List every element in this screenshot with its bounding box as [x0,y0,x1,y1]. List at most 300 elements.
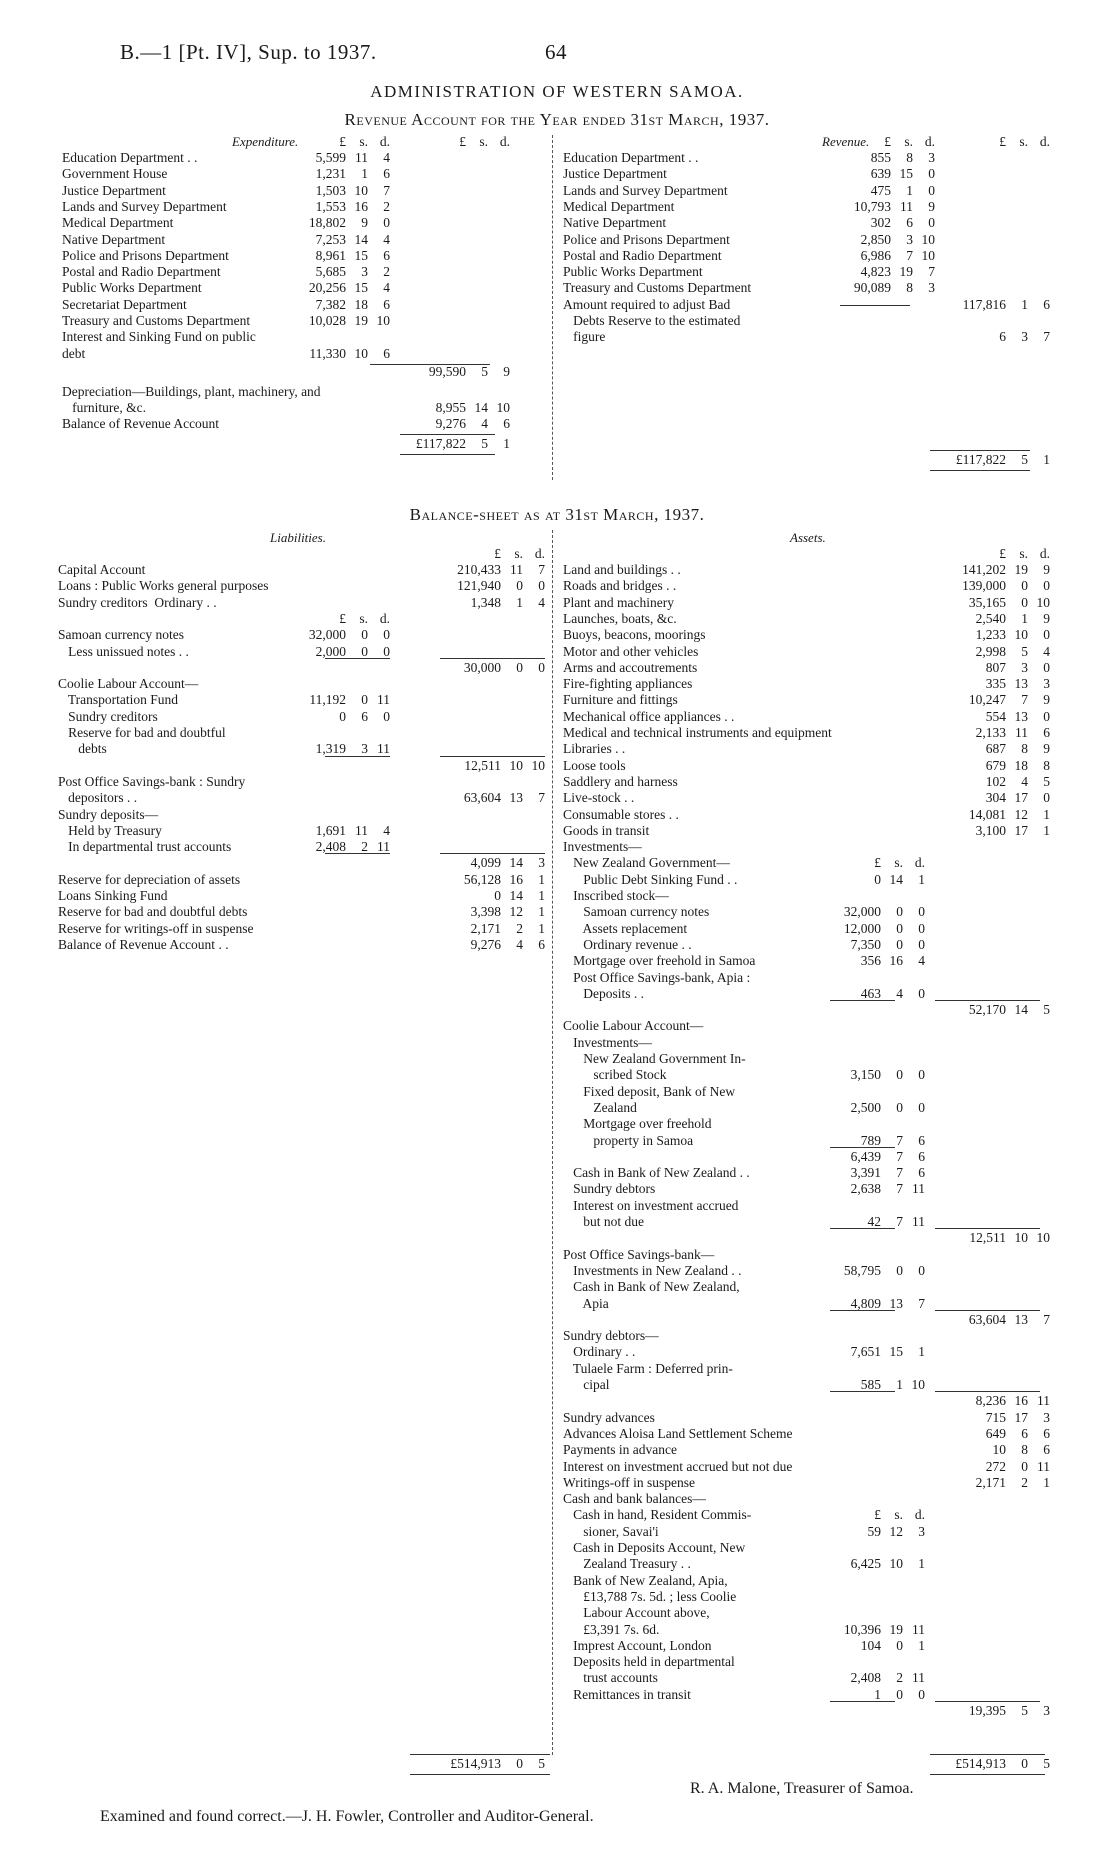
asset-value-pence: 8 [1043,757,1050,773]
liability-value-pence: 10 [531,757,545,773]
liability-item: Balance of Revenue Account . . [58,936,229,952]
liability-inner-value-pounds: 1,319 [315,741,346,757]
asset-inner-value-shillings: 0 [896,904,903,920]
exp-col-head-b-pounds: £ [459,134,466,149]
asset-item: Goods in transit [563,822,650,838]
asset-value-pounds: 679 [985,757,1006,773]
liability-item: Loans : Public Works general purposes [58,578,269,594]
asset-item: Investments in New Zealand . . [563,1262,742,1278]
total-rule [935,1000,1040,1001]
liability-inner-value-shillings: s. [359,610,368,626]
liab-col-head-shillings: s. [514,546,523,561]
asset-inner-value-pence: 0 [918,985,925,1001]
asset-item: sioner, Savai'i [563,1523,659,1539]
liability-value-shillings: 10 [509,757,523,773]
liability-inner-value-pounds: 2,408 [315,839,346,855]
asset-inner-value-pence: 0 [918,920,925,936]
liability-item: Less unissued notes . . [58,643,189,659]
liability-item: Coolie Labour Account— [58,676,199,692]
total-rule [830,1310,895,1311]
liability-value-pence: 6 [538,936,545,952]
asset-item: Investments— [563,839,642,855]
asset-value-pounds: 141,202 [962,562,1006,577]
asset-value-pounds: 2,540 [975,610,1006,626]
expenditure-value-pounds: 10,028 [308,313,346,328]
exp-col-head-b-pence: d. [499,134,510,149]
revenue-total-pence: 1 [1043,452,1050,467]
asset-item: Sundry debtors [563,1181,656,1197]
asset-value-pounds: 3,100 [975,822,1006,838]
liability-value-pounds: 121,940 [457,578,501,594]
asset-item: Ordinary . . [563,1344,636,1360]
asset-value-pence: 6 [1043,1442,1050,1458]
asset-value-shillings: 13 [1014,1311,1028,1327]
asset-inner-value-shillings: 4 [896,985,903,1001]
asset-inner-value-pence: 11 [912,1214,925,1229]
asset-value-pence: 6 [1043,1425,1050,1441]
liability-value-pence: 1 [538,871,545,887]
asset-item: Cash and bank balances— [563,1491,706,1507]
expenditure-value-pounds: 8,961 [315,247,346,263]
total-rule [930,450,1030,451]
asset-item: Zealand [563,1099,637,1115]
asset-value-pence: 3 [1043,1703,1050,1718]
expenditure-item: Treasury and Customs Department [62,313,251,328]
asset-inner-value-pounds: 789 [860,1132,881,1148]
expenditure-value-pounds: 1,231 [315,166,346,182]
asset-item: Live-stock . . [563,790,635,806]
asset-inner-value-pounds: 58,795 [843,1262,881,1278]
expenditure-value-pounds: 18,802 [308,215,346,231]
asset-inner-value-pence: 1 [918,1344,925,1360]
asset-value-pence: 9 [1043,562,1050,577]
asset-inner-value-shillings: 0 [896,1637,903,1653]
asset-value-shillings: 14 [1014,1002,1028,1018]
asset-inner-value-pounds: 59 [867,1523,881,1539]
asset-value-pence: 9 [1043,692,1050,708]
depreciation-value-pence: 10 [496,399,510,415]
asset-item: Advances Aloisa Land Settlement Scheme [563,1425,793,1441]
revenue-total-pounds: £117,822 [955,452,1006,467]
total-rule [935,1701,1040,1702]
expenditure-value-shillings: 10 [354,345,368,361]
asset-value-shillings: 8 [1021,1442,1028,1458]
asset-value-pounds: 272 [985,1458,1006,1474]
liabilities-total-shillings: 0 [516,1756,523,1771]
liability-value-shillings: 2 [516,920,523,936]
expenditure-heading: Expenditure. [232,134,299,149]
asset-item: Samoan currency notes [563,904,710,920]
balance-sheet-title: Balance-sheet as at 31st March, 1937. [409,505,705,524]
liability-value-pence: 0 [538,578,545,594]
liability-value-shillings: 14 [509,855,523,871]
expenditure-item: Justice Department [62,182,166,198]
asset-item: Land and buildings . . [563,562,681,577]
asset-item: Public Debt Sinking Fund . . [563,871,738,887]
asset-value-shillings: 0 [1021,578,1028,594]
expenditure-total-pence: 1 [503,435,510,451]
asset-item: Roads and bridges . . [563,578,677,594]
asset-inner-value-pence: 0 [918,1262,925,1278]
revenue-value-pounds: 4,823 [860,264,891,280]
asset-inner-value-shillings: 7 [896,1214,903,1229]
expenditure-value-pounds: 20,256 [308,280,346,296]
assets-heading: Assets. [790,530,826,545]
expenditure-item: Education Department . . [62,150,198,165]
asset-value-pounds: 12,511 [969,1230,1006,1246]
asset-value-pounds: 335 [985,676,1006,692]
total-rule [840,305,910,306]
asset-inner-value-shillings: 0 [896,1067,903,1083]
revenue-item: Public Works Department [563,264,703,280]
revenue-value-pence: 0 [928,215,935,231]
liabilities-heading: Liabilities. [270,530,326,545]
balance-value-pence: 6 [503,415,510,431]
asset-item: Cash in hand, Resident Commis- [563,1507,752,1523]
asset-inner-value-pence: 6 [918,1132,925,1148]
balance-label: Balance of Revenue Account [62,415,220,431]
expenditure-value-pounds: 1,553 [315,198,346,214]
asset-inner-value-pounds: 3,150 [850,1067,881,1083]
asset-value-pence: 0 [1043,659,1050,675]
revenue-total-shillings: 5 [1021,452,1028,467]
total-rule [935,1228,1040,1229]
revenue-value-pence: 9 [928,198,935,214]
expenditure-value-pounds: 7,253 [315,231,346,247]
exp-col-head-a-pounds: £ [339,134,346,149]
asset-value-shillings: 19 [1014,562,1028,577]
asset-inner-value-pence: 0 [918,936,925,952]
asset-inner-value-shillings: 7 [896,1132,903,1148]
asset-value-pence: 4 [1043,643,1050,659]
liability-value-shillings: 13 [509,790,523,806]
liability-item: Samoan currency notes [58,627,184,643]
asset-inner-value-pounds: £ [874,855,881,871]
asset-inner-value-shillings: 0 [896,1262,903,1278]
liability-inner-value-pounds: 0 [339,708,346,724]
expenditure-value-shillings: 9 [361,215,368,231]
assets-total-pence: 5 [1043,1756,1050,1771]
asset-inner-value-pence: 4 [918,953,925,969]
liability-item: In departmental trust accounts [58,839,232,855]
asset-value-shillings: 7 [1021,692,1028,708]
asset-value-pence: 0 [1043,627,1050,643]
asset-value-pounds: 10,247 [968,692,1006,708]
adjust-label-cont: figure [563,328,606,344]
asset-item: Mechanical office appliances . . [563,708,735,724]
revenue-item: Education Department . . [563,150,699,165]
asset-inner-value-pounds: 7,350 [850,936,881,952]
assets-col-head-pence: d. [1039,546,1050,561]
rev-col-head-a-pounds: £ [884,134,891,149]
auditor-certification: Examined and found correct.—J. H. Fowler, Controller and Auditor-General. [100,1808,594,1825]
liability-item: Transportation Fund [58,692,179,708]
asset-inner-value-shillings: 0 [896,1686,903,1702]
asset-item: scribed Stock [563,1067,667,1083]
asset-inner-value-shillings: 7 [896,1181,903,1197]
asset-inner-value-pounds: 356 [860,953,881,969]
total-rule [440,853,545,854]
asset-item: New Zealand Government In- [563,1051,746,1066]
expenditure-value-shillings: 11 [355,150,368,165]
liability-inner-value-shillings: 2 [361,839,368,855]
expenditure-item: Interest and Sinking Fund on public [62,329,256,345]
expenditure-value-pounds: 11,330 [309,345,346,361]
depreciation-label-cont: furniture, &c. [62,399,146,415]
rev-col-head-a-shillings: s. [904,134,913,149]
expenditure-total-shillings: 5 [481,435,488,451]
liability-item: Sundry creditors [58,708,158,724]
revenue-value-pounds: 6,986 [860,247,891,263]
asset-item: Imprest Account, London [563,1637,712,1653]
asset-inner-value-pounds: 1 [874,1686,881,1702]
expenditure-item: Government House [62,166,168,182]
asset-item: Post Office Savings-bank, Apia : [563,969,751,985]
liability-item: Reserve for bad and doubtful debts [58,904,248,920]
revenue-value-pounds: 855 [870,150,891,165]
asset-item: Interest on investment accrued but not due [563,1458,793,1474]
revenue-account-title: Revenue Account for the Year ended 31st March, 1937. [344,110,770,129]
asset-value-pence: 11 [1037,1393,1050,1409]
liability-value-shillings: 4 [516,936,523,952]
asset-inner-value-pence: d. [914,1507,925,1523]
expenditure-item: Native Department [62,231,166,247]
revenue-value-pence: 0 [928,182,935,198]
asset-value-pounds: 63,604 [968,1311,1006,1327]
asset-value-pence: 11 [1037,1458,1050,1474]
revenue-value-shillings: 3 [906,231,913,247]
total-rule [930,1774,1045,1775]
asset-value-pounds: 19,395 [968,1703,1006,1718]
treasurer-signature: R. A. Malone, Treasurer of Samoa. [690,1780,914,1797]
expenditure-item: debt [62,345,86,361]
asset-value-shillings: 13 [1014,676,1028,692]
asset-item: Fire-fighting appliances [563,676,693,692]
asset-item: Deposits . . [563,985,644,1001]
asset-value-pounds: 2,998 [975,643,1006,659]
expenditure-value-pence: 4 [383,280,390,296]
liability-value-pounds: 0 [494,888,501,903]
liability-value-pounds: 1,348 [470,594,501,610]
asset-value-pence: 6 [1043,725,1050,740]
asset-value-shillings: 10 [1014,1230,1028,1246]
asset-inner-value-pounds: 12,000 [843,920,881,936]
asset-inner-value-pounds: 32,000 [843,904,881,920]
expenditure-value-pounds: 7,382 [315,296,346,312]
total-rule [930,470,1030,471]
asset-inner-value-shillings: 7 [896,1148,903,1164]
asset-value-shillings: 13 [1014,708,1028,724]
asset-item: Coolie Labour Account— [563,1018,704,1034]
liability-value-pounds: 3,398 [470,904,501,920]
asset-item: Payments in advance [563,1442,677,1458]
asset-item: Tulaele Farm : Deferred prin- [563,1360,733,1376]
asset-inner-value-pounds: 3,391 [850,1165,881,1181]
asset-inner-value-shillings: s. [894,855,903,871]
liability-item: Loans Sinking Fund [58,888,168,903]
asset-inner-value-shillings: 0 [896,920,903,936]
depreciation-value-pounds: 8,955 [435,399,466,415]
expenditure-value-shillings: 10 [354,182,368,198]
liability-value-shillings: 12 [509,904,523,920]
asset-item: Launches, boats, &c. [563,610,677,626]
asset-value-pence: 5 [1043,773,1050,789]
asset-item: Sundry debtors— [563,1328,659,1344]
asset-inner-value-pence: 7 [918,1295,925,1311]
asset-inner-value-pounds: 0 [874,871,881,887]
asset-inner-value-pounds: 42 [867,1214,881,1229]
liability-value-pence: 3 [538,855,545,871]
asset-value-shillings: 16 [1014,1393,1028,1409]
asset-value-pence: 1 [1043,806,1050,822]
asset-item: Cash in Deposits Account, New [563,1540,746,1555]
balance-value-shillings: 4 [481,415,488,431]
adjust-value-pence: 7 [1043,328,1050,344]
asset-item: trust accounts [563,1670,658,1686]
asset-value-pounds: 715 [985,1409,1006,1425]
liability-value-pounds: 30,000 [463,659,501,675]
asset-item: property in Samoa [563,1132,694,1148]
asset-item: Consumable stores . . [563,806,679,822]
asset-inner-value-pence: 1 [918,871,925,887]
liability-value-pounds: 12,511 [464,757,501,773]
revenue-value-shillings: 15 [899,166,913,182]
asset-inner-value-shillings: 10 [889,1556,903,1572]
asset-value-pounds: 52,170 [968,1002,1006,1018]
revenue-value-shillings: 7 [906,247,913,263]
expenditure-value-pence: 10 [376,313,390,328]
asset-inner-value-pence: 3 [918,1523,925,1539]
total-rule [440,658,545,659]
revenue-value-pounds: 639 [870,166,891,182]
asset-inner-value-pence: d. [914,855,925,871]
expenditure-subtotal-shillings: 5 [481,363,488,379]
liability-inner-value-pounds: 1,691 [315,822,346,838]
asset-inner-value-pence: 0 [918,904,925,920]
total-rule [325,756,390,757]
liability-item: Capital Account [58,562,146,577]
asset-value-pounds: 554 [985,708,1006,724]
asset-item: Deposits held in departmental [563,1654,735,1670]
asset-item: Arms and accoutrements [563,659,698,675]
liability-value-pence: 7 [538,790,545,806]
liability-value-shillings: 14 [509,888,523,903]
asset-inner-value-shillings: 15 [889,1344,903,1360]
asset-item: Mortgage over freehold in Samoa [563,953,756,969]
liab-col-head-pence: d. [534,546,545,561]
asset-item: Labour Account above, [563,1605,710,1621]
asset-value-shillings: 11 [1015,725,1028,740]
asset-item: Buoys, beacons, moorings [563,627,706,643]
asset-inner-value-pounds: 7,651 [850,1344,881,1360]
revenue-value-shillings: 6 [906,215,913,231]
liability-inner-value-shillings: 0 [361,643,368,659]
asset-value-shillings: 0 [1021,594,1028,610]
liability-inner-value-pounds: 2,000 [315,643,346,659]
asset-inner-value-shillings: 12 [889,1523,903,1539]
liability-inner-value-pence: 0 [383,643,390,659]
expenditure-value-shillings: 3 [361,264,368,280]
asset-value-shillings: 5 [1021,643,1028,659]
depreciation-label: Depreciation—Buildings, plant, machinery, and [62,383,321,399]
adjust-label-cont: Debts Reserve to the estimated [563,312,741,328]
revenue-subtotal-pounds: 117,816 [962,296,1006,312]
total-rule [830,1000,895,1001]
asset-inner-value-shillings: 14 [889,871,903,887]
expenditure-value-pence: 2 [383,264,390,280]
asset-value-shillings: 17 [1014,1409,1028,1425]
asset-value-pence: 3 [1043,676,1050,692]
revenue-account-divider [552,135,553,480]
asset-item: Loose tools [563,757,626,773]
expenditure-value-shillings: 14 [354,231,368,247]
revenue-value-pence: 10 [921,247,935,263]
liability-inner-value-pounds: 32,000 [308,627,346,643]
asset-item: Sundry advances [563,1409,655,1425]
asset-value-shillings: 1 [1021,610,1028,626]
liability-value-shillings: 0 [516,578,523,594]
liability-value-pounds: 9,276 [470,936,501,952]
asset-inner-value-pounds: 6,425 [850,1556,881,1572]
asset-inner-value-pence: 0 [918,1686,925,1702]
liability-value-shillings: 16 [509,871,523,887]
total-rule [830,1147,895,1148]
expenditure-value-pence: 4 [383,231,390,247]
asset-inner-value-pounds: £ [874,1507,881,1523]
liability-item: debts [58,741,107,757]
liability-item: Sundry deposits— [58,806,159,822]
expenditure-value-shillings: 16 [354,198,368,214]
liability-value-pounds: 210,433 [457,562,501,577]
expenditure-value-pounds: 1,503 [315,182,346,198]
asset-item: Bank of New Zealand, Apia, [563,1572,728,1588]
total-rule [325,658,390,659]
asset-item: Zealand Treasury . . [563,1556,691,1572]
liabilities-total-pence: 5 [538,1756,545,1771]
expenditure-total-pounds: £117,822 [415,435,466,451]
revenue-item: Lands and Survey Department [563,182,728,198]
asset-inner-value-pence: 11 [912,1181,925,1197]
liability-inner-value-pence: 11 [377,839,390,855]
assets-total-pounds: £514,913 [955,1756,1006,1771]
expenditure-value-shillings: 15 [354,247,368,263]
asset-value-pence: 0 [1043,578,1050,594]
liab-col-head-pounds: £ [494,546,501,561]
revenue-item: Medical Department [563,198,675,214]
expenditure-item: Public Works Department [62,280,202,296]
asset-inner-value-shillings: 2 [896,1670,903,1686]
document-reference: B.—1 [Pt. IV], Sup. to 1937. [120,40,377,64]
liabilities-total-pounds: £514,913 [450,1756,501,1771]
assets-col-head-pounds: £ [999,546,1006,561]
asset-item: Plant and machinery [563,594,674,610]
total-rule [830,1391,895,1392]
asset-value-pence: 3 [1043,1409,1050,1425]
expenditure-value-shillings: 15 [354,280,368,296]
balance-sheet-divider [552,530,553,1755]
exp-col-head-a-shillings: s. [359,134,368,149]
asset-inner-value-pounds: 6,439 [850,1148,881,1164]
asset-inner-value-pence: 0 [918,1099,925,1115]
expenditure-value-shillings: 18 [354,296,368,312]
revenue-value-pence: 0 [928,166,935,182]
asset-item: Investments— [563,1034,652,1050]
asset-value-pence: 1 [1043,822,1050,838]
asset-item: Remittances in transit [563,1686,691,1702]
asset-value-pence: 1 [1043,1474,1050,1490]
asset-value-pence: 7 [1043,1311,1050,1327]
revenue-value-shillings: 19 [899,264,913,280]
